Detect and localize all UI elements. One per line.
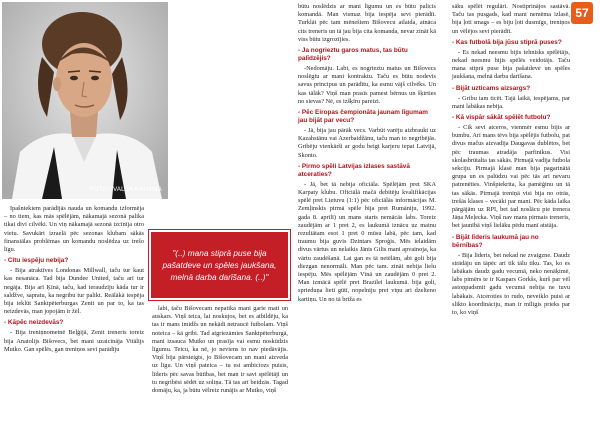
interview-question: - Kā vispār sākāt spēlēt futbolu? xyxy=(452,114,551,122)
pull-quote-text: "(..) mana stiprā puse bija pašatdeve un spēles jaukšana, melnā darba darīšana. (..)" xyxy=(162,248,277,282)
interview-question: - Ja nogrieztu garos matus, tas būtu palīdzējis? xyxy=(298,47,408,63)
player-photo xyxy=(2,2,168,199)
paragraph: - Bija atraktīves Londonas Millwall, taču tur kaut kas nesanāca. Tad bija Dundee United, taču arī tur negāja. Bija arī Ķīnā, taču, kad ieraudzīju kāda tur ir saldžve, sapratu, ka negribu tur palikt. Reālākā iespēja bija ieklūt Sanktpēterburgas Zenit un par to, ka tas neizdevās, man jopojām ir žēl. xyxy=(4,267,144,316)
interview-question: - Kāpēc neizdevās? xyxy=(4,319,64,327)
paragraph: - Es nekad neesmu bijis tehnisks spēlētājs, nekad neesmu bijis spēlēs veidotājs. Taču mana stiprā puse bija pašatdeve un spēles jaukšana, melnā darba darīšana. xyxy=(452,48,570,81)
pull-quote xyxy=(151,232,288,298)
photo-credit: FOTO - VALDA KALNIŅA xyxy=(89,187,162,193)
paragraph: - Jā, bet tā nebija oficiāla. Spēlējām pret SKA Karpaty klubu. Oficiālā mačā debitēju kvalifikācijas spēlē pret Lietuvu (1:1) pēc oficiālās informācijas M. Zemļinskis pirmā spēle bija pret Rumāniju, 1992. gada 8. aprīlī) un mans starts nemācās labs. Toreiz zaudējām ar 1 pret 2, es laukumā iznācu uz mainu rezultātam esot 1 pret 0 mūsu labā, pēc tam, kad traumu bija guvis Dzintars Sproģis. Mēs ielaidām divus vārtus un nelaikis Jānis Gilis mani apvainoja, ka vārtu zaudēšanā. Lai gan es tā netēlām, abi goli bija diezgan nenormāli. Man pēc tam. zināt nebija lielu iespēju. Mēs spēlējām Vīnā un zaudējām 0 pret 2. Man izmācā spēlē pret Brazīlei laukumā. bija goli, sprieduņa lieti gūtī, nopelniju pret viņu ari dzelteno kartiņu. Un no tā brīža es xyxy=(298,180,436,303)
paragraph: būtu noslēdzis ar mani līgumu un es būtu palicis komandā. Man vismaz bija iespēja sevi pierādīt. Turklāt pēc tam mēnešiem Bišovecu atlaida, atnāca cits treneris un tā jau bija cita komanda, nevar zināt kā viss būtu izgrozījies. xyxy=(298,3,436,43)
page-number: 57 xyxy=(571,2,593,24)
paragraph: - Cik sevi atceros, vienmēr esmu bijis ar bumbu. Arī mans tēvs bija spēlējis futbolu, pat divus mačus aizvadīja Daugavas dublētos, bet pēc traumas atradāja parfinikus. Visi skolasbrūtalta tas sākās. Pirmajā vadīja futbola sekciju. Pirmajā klasē man bija pagarinātā grupa un es palūdzu vai pēc tās arī nevaru patrenēties. Vinšpiekrita, ka pamēģinu un tā tas sākās. Pirmajā treniņā visi bija no otrās, trešās klases – vecāki par mani. Pēc kāda laika pārgājām uz RPI, bet tad noslācu pie trenera Jāņa Meļecka. Viņš nav mans pirmais treneris, bet jaunībā viņš lielāku pēdu manī atstāja. xyxy=(452,124,570,230)
interview-question: - Pēc Eiropas čempionāta jaunam līgumam jau bijāt par vecu? xyxy=(298,109,428,125)
paragraph: - Bija līderis, bet nekad ne zvaigzne. Daudz strādāju un tāpēc arī tik tālu tiku. Tas, ko es labākais daudz gadu vecumā, neko nenāķimē, labs pimērs te ir Kaspars Gorkšs, kurš par vēl astoņpadsmit gadu vecumā nebija ne tuvu labākais. Atceroties to rudo, neveiklo puisi ar slikto koordināciju, man ir mīlīgis prieks par to, ko viņš xyxy=(452,251,570,317)
paragraph: Ipašniekiem parādījās nauda un komandu izformēja – no tiem, kas mās spēlējām, nākamajā sezonā palika tikai divi cilvēki. Un viņ nākamajā sezonā izcīnīja otro vietu. Savukārt izraelā pēc sezonas klubam sākās finansiālas problēmas un komandu noslēdza uz trešo līgu. xyxy=(4,205,144,254)
paragraph: - Gribu tam ticēt. Tajā laikā, iespējams, par mani labākas nebija. xyxy=(452,94,570,110)
column-1 xyxy=(4,205,144,357)
interview-question: - Citu iespēju nebija? xyxy=(4,257,69,265)
paragraph: - Jā, bija jau pārāk vecs. Varbūt varēju aizbraukt uz Kazahstānu vai Azerbaidžānu, taču man to negribējās. Gribēju vienkārši ar godu beigt karjeru tepat Latvijā, Skonto. xyxy=(298,127,436,159)
paragraph: labi, taču Bišovecam nepatika mani garie mati un auskars. Viņš teica, lai noskujos, bet es atbildēju, ka tas ir mans imidžs un nekādi netraucē futbolam. Viņš noteica – kā gribi. Tad atgriezāmies Sanktpēterburgā, mani izsauca Mutko un prasīja vai esmu noskūdzis līgumu. Teicu, ka nē, jo neviens to nav piedāvājis. Viņš bija pārsteigts, jo Bišovecam un mani aizveda uz līgu. Un viņš pateica – tu esi ambiciozs puisis, līderis pēc savas būtības, bet man ir savi spēlētāji un tu negribēsi sēdēt uz soliņa. Tā tas arī beidzās. Tagad domāju, ka, ja būtu vēlreiz runājis ar Mutko, viņš xyxy=(152,305,288,395)
paragraph: sāku spēlēt regulāri. Nostiprinājos sastāvā. Taču tas pusgads, kad mani nemēma izlasē, bija ļoti smags – es biju ļoti dusmīgs, treniņos un vēlējos sevi pierādīt. xyxy=(452,3,570,35)
interview-question: - Bijāt uzticams aizsargs? xyxy=(452,84,531,92)
interview-question: - Bijāt līderis laukumā jau no bērnības? xyxy=(452,233,539,249)
column-3 xyxy=(298,3,436,307)
interview-question: - Kas futbolā bija jūsu stiprā puses? xyxy=(452,38,562,46)
column-2 xyxy=(152,305,288,398)
paragraph: - Bija treniņnometnē Beļģijā, Zenit treneris toreiz bija Anatolijs Bišovecs, bet mani uzaicināja Vitālijs Mutko. Gan spēlēs, gan treniņos sevi parādīju xyxy=(4,329,144,353)
interview-question: - Pirmo spēli Latvijas izlases sastāvā atceraties? xyxy=(298,162,410,178)
column-4 xyxy=(452,3,570,320)
paragraph: -Nedomāju. Labi, es nogrieztu matus un Bišovecs noslēgtu ar mani kontraktu. Taču es būtu nodevis savus principus un parādītu, ka esmu vājš cilvēks. Un kas tālāk? Viņš man prasīs pamest bērnus un šķirties no sievas? Nē, es izšķīru pareizi. xyxy=(298,65,436,105)
portrait-illustration xyxy=(2,2,168,199)
